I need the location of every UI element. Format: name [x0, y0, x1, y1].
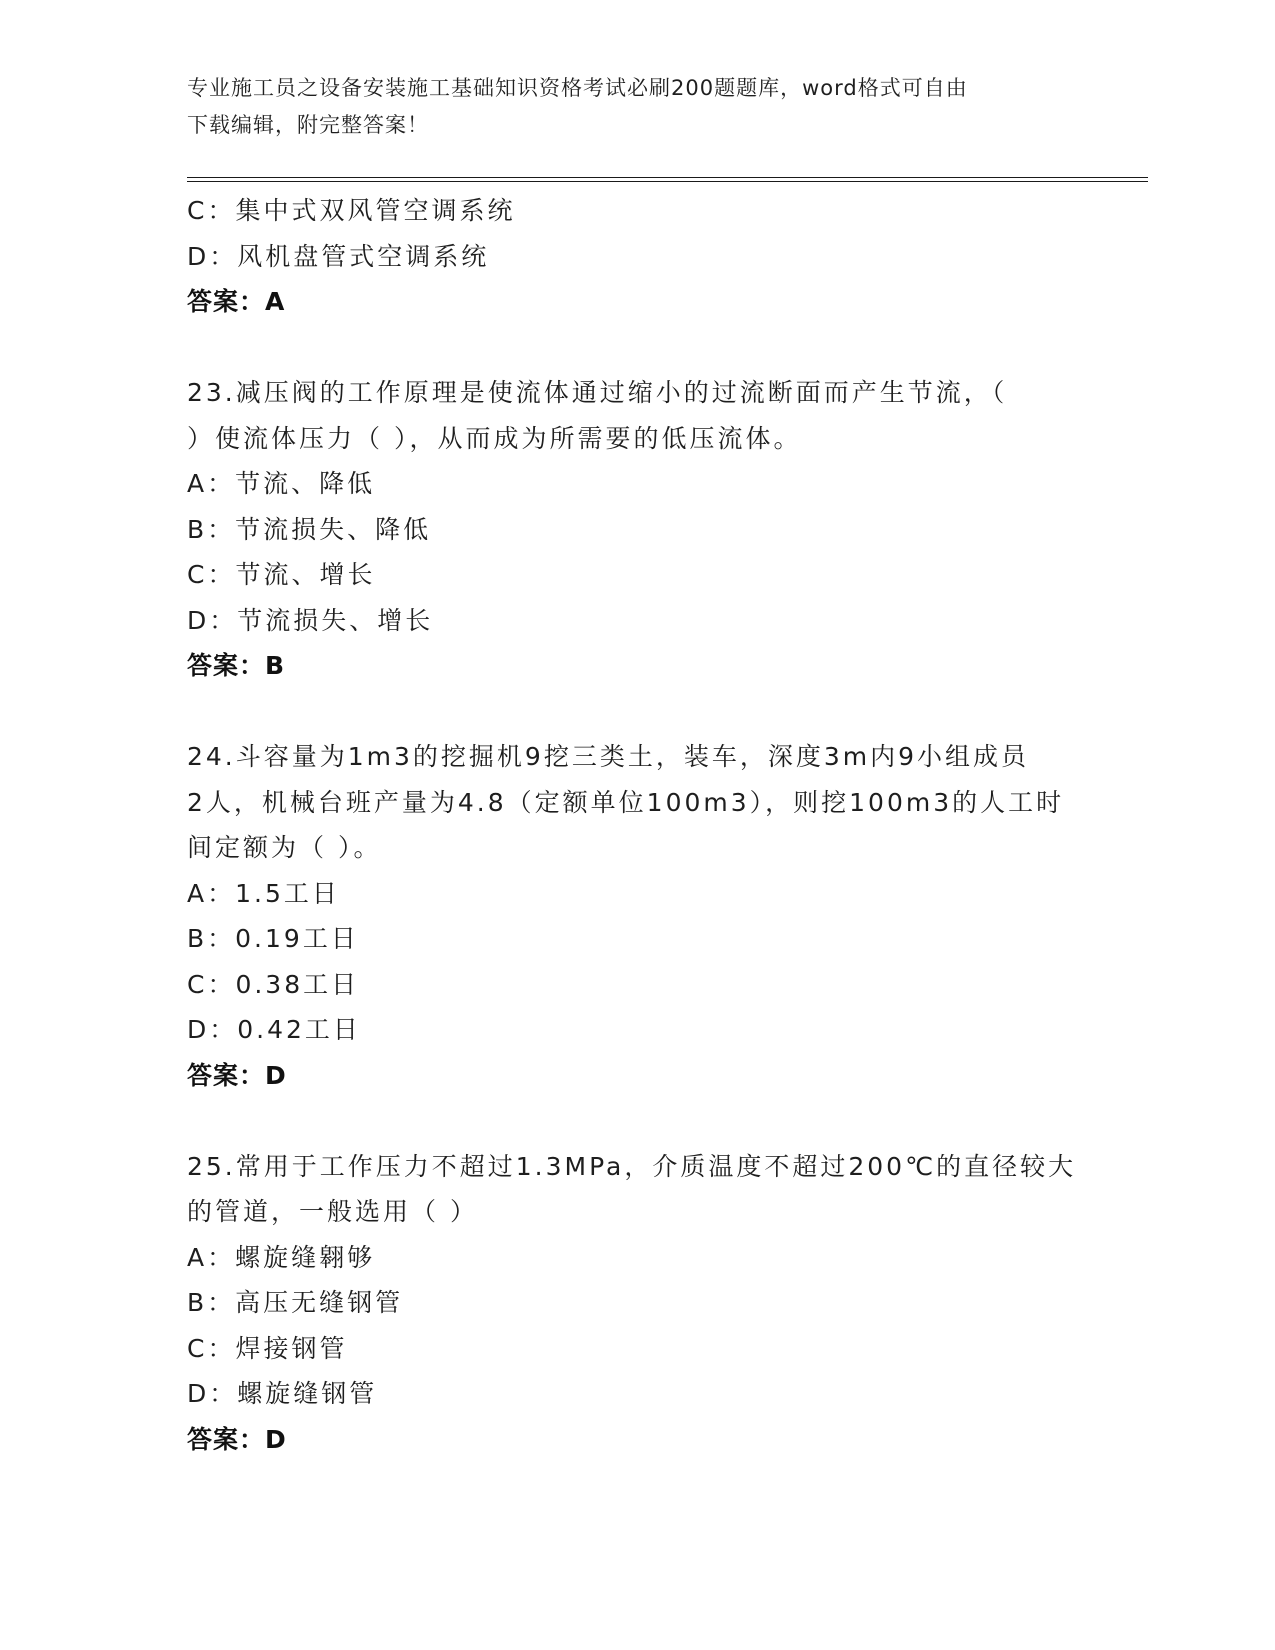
answer-line: 答案：A	[187, 287, 286, 316]
answer-line: 答案：D	[187, 1060, 287, 1090]
option-a: A：节流、降低	[187, 469, 376, 498]
option-c: C：0.38工日	[187, 969, 360, 999]
question-text-line: 的管道，一般选用（ ）	[187, 1197, 478, 1226]
option-c: C：集中式双风管空调系统	[187, 196, 516, 225]
header-line-1: 专业施工员之设备安装施工基础知识资格考试必刷200题题库，word格式可自由	[187, 76, 968, 100]
option-d: D：风机盘管式空调系统	[187, 241, 490, 271]
option-b: B：高压无缝钢管	[187, 1288, 404, 1317]
spacer	[187, 1098, 1087, 1144]
answer-line: 答案：B	[187, 651, 286, 680]
option-c: C：节流、增长	[187, 560, 376, 589]
question-text-line: 24.斗容量为1m3的挖掘机9挖三类土，装车，深度3m内9小组成员	[187, 742, 1029, 771]
question-25	[187, 1144, 1087, 1463]
question-24	[187, 734, 1087, 1098]
question-text-line: 25.常用于工作压力不超过1.3MPa，介质温度不超过200℃的直径较大	[187, 1151, 1077, 1181]
spacer	[187, 325, 1087, 371]
question-22-continued	[187, 188, 1087, 325]
option-d: D：0.42工日	[187, 1015, 361, 1044]
question-content	[187, 188, 1087, 1462]
question-text-line: 2人，机械台班产量为4.8（定额单位100m3），则挖100m3的人工时	[187, 787, 1065, 817]
rule-line-bottom	[187, 181, 1148, 182]
option-c: C：焊接钢管	[187, 1333, 348, 1363]
option-a: A：1.5工日	[187, 878, 340, 908]
answer-line: 答案：D	[187, 1424, 287, 1454]
option-d: D：节流损失、增长	[187, 605, 434, 635]
option-b: B：0.19工日	[187, 924, 359, 953]
option-b: B：节流损失、降低	[187, 514, 432, 544]
option-a: A：螺旋缝翱够	[187, 1242, 376, 1272]
question-text-line: 23.减压阀的工作原理是使流体通过缩小的过流断面而产生节流，（	[187, 378, 1008, 407]
header-double-rule	[187, 177, 1148, 183]
rule-line-top	[187, 177, 1148, 178]
option-d: D：螺旋缝钢管	[187, 1379, 378, 1408]
document-header	[187, 70, 1087, 144]
question-text-line: 间定额为（ ）。	[187, 833, 382, 862]
question-23	[187, 370, 1087, 689]
question-text-line: ）使流体压力（ ），从而成为所需要的低压流体。	[187, 423, 802, 453]
header-line-2: 下载编辑，附完整答案！	[187, 113, 429, 137]
spacer	[187, 689, 1087, 735]
